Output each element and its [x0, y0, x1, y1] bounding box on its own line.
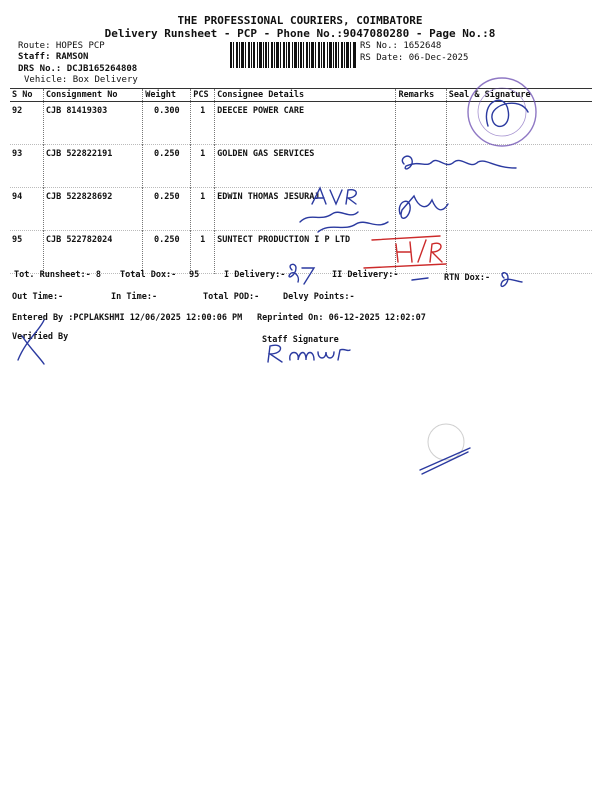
staff-label: Staff: RAMSON: [18, 52, 89, 62]
delvy-points: Delvy Points:-: [283, 292, 355, 302]
bottom-pen-mark: [420, 448, 470, 474]
cell-consignment: CJB 522828692: [43, 188, 142, 231]
signature-94: [399, 196, 448, 218]
cell-consignee: DEECEE POWER CARE: [215, 102, 396, 145]
cell-sno: 92: [12, 106, 23, 116]
staff-signature: [268, 345, 350, 362]
reprinted-on: Reprinted On: 06-12-2025 12:02:07: [257, 313, 426, 323]
signature-93: [402, 156, 516, 169]
total-dox-label: Total Dox:-: [120, 270, 177, 280]
verified-by: Verified By: [12, 332, 69, 342]
cell-weight: 0.300: [143, 102, 191, 145]
cell-pcs: 1: [191, 188, 215, 231]
cell-pcs: 1: [191, 145, 215, 188]
ii-delivery-label: II Delivery:-: [332, 270, 399, 280]
cell-weight: 0.250: [143, 145, 191, 188]
cell-sno: 93: [12, 149, 23, 159]
in-time: In Time:-: [111, 292, 158, 302]
remark-94-service: [300, 212, 388, 232]
col-seal-signature: Seal & Signature: [446, 89, 592, 102]
cell-weight: 0.250: [143, 188, 191, 231]
rtn-note: [501, 273, 522, 287]
col-sno: S No: [10, 89, 43, 102]
cell-weight: 0.250: [143, 231, 191, 274]
cell-consignee: SUNTECT PRODUCTION I P LTD: [215, 231, 396, 274]
drs-label: DRS No.: DCJB165264808: [18, 64, 138, 74]
vehicle-label: Vehicle: Box Delivery: [24, 75, 138, 85]
route-label: Route: HOPES PCP: [18, 41, 105, 51]
tot-runsheet: Tot. Runsheet:- 8: [14, 270, 101, 280]
rs-date: RS Date: 06-Dec-2025: [360, 53, 469, 63]
runsheet-subtitle: Delivery Runsheet - PCP - Phone No.:9047080280 - Page No.:8: [104, 27, 496, 40]
cell-consignee: EDWIN THOMAS JESURAJ: [215, 188, 396, 231]
ii-delivery-dash: [412, 278, 428, 280]
company-title: THE PROFESSIONAL COURIERS, COIMBATORE: [177, 14, 423, 27]
i-delivery-note: [289, 264, 314, 284]
i-delivery-label: I Delivery:-: [224, 270, 286, 280]
company-seal-stamp: [468, 78, 536, 146]
verified-signature: [18, 320, 44, 364]
entered-by: Entered By :PCPLAKSHMI 12/06/2025 12:00:06 PM: [12, 313, 243, 323]
staff-signature-label: Staff Signature: [262, 335, 339, 345]
cell-consignee: GOLDEN GAS SERVICES: [215, 145, 396, 188]
total-dox-value: 95: [189, 270, 200, 280]
out-time: Out Time:-: [12, 292, 64, 302]
cell-pcs: 1: [191, 231, 215, 274]
col-pcs: PCS: [191, 89, 215, 102]
cell-consignment: CJB 522822191: [43, 145, 142, 188]
col-consignee: Consignee Details: [215, 89, 396, 102]
rtn-dox-label: RTN Dox:-: [444, 273, 491, 283]
rs-no: RS No.: 1652648: [360, 41, 442, 51]
faint-stamp-watermark: [428, 424, 464, 460]
cell-consignment: CJB 522782024: [43, 231, 142, 274]
col-consignment: Consignment No: [43, 89, 142, 102]
col-weight: Weight: [143, 89, 191, 102]
cell-consignment: CJB 81419303: [43, 102, 142, 145]
cell-sno: 94: [12, 192, 23, 202]
remark-94-avr: [312, 188, 356, 204]
remark-95-hr: [364, 236, 446, 268]
cell-sno: 95: [12, 235, 23, 245]
total-pod: Total POD:-: [203, 292, 260, 302]
col-remarks: Remarks: [396, 89, 446, 102]
cell-pcs: 1: [191, 102, 215, 145]
